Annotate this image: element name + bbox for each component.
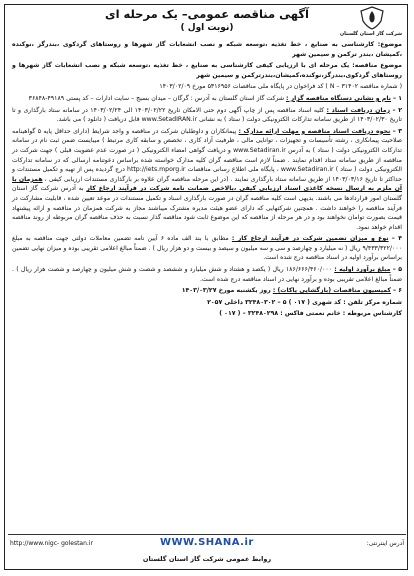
footer-divider [8,534,406,535]
shana-link[interactable]: WWW.SHANA.ir [160,537,254,548]
contact-person-text: کارشناس مربوطه : خانم نعمتی فاکس : ۳۲۴۸۰۲۹۸ – ( ۰۱۷ ) [219,310,402,318]
item-2-heading: زمان دریافت اسناد : [326,106,391,114]
item-4 [12,234,402,263]
public-relations-signature: روابط عمومی شرکت گاز استان گلستان [142,555,272,563]
item-4-body: مطابق با بند الف ماده ۶ آیین نامه تضمین معاملات دولتی جهت مناقصه به مبلغ ۹/۴۳۳/۳۲۲/۰۰۰ ریال ( نه میلیارد و چهارصد و سی و سه میلیون و سیصد و بیست و دو هزار ریال ) . ضمناً مبالغ اعلامی تقریبی بوده و میزان نهایی تضمین براساس برآورد اولیه در اسناد مناقصه درج شده است. [12,235,402,262]
subject-label: موضوع: [377,41,402,48]
footer-website-label: آدرس اینترنتی: [366,540,404,547]
item-3-tail: به آدرس شرکت گاز استان گلستان امور قراردادها می باشند. بدیهی است کلیه مناقصه گران در صورت بارگذاری اسناد و تکمیل مستندات در موعد تعیین شده ، قابلیت مشارکت در فرآیند مناقصه را خواهند داشت . همچنین شرکتهایی که دارای عضو هیئت مدیره مشترک میباشند مجاز به شرکت همزمان در مناقصه و ارائه پیشنهاد قیمت بصورت توامان نخواهند بود و در هر مرحله از مناقصه که این موضوع ثابت شود مناقصه گذار نسبت به حذف مناقصه گران مربوطه از روند مناقصه اقدام خواهد نمود. [12,185,402,231]
item-1 [12,94,402,104]
subject-text: کارشناسی به صنایع ، خط تغذیه ،توسعه شبکه و نصب انشعابات گاز شهرها و روستاهای گردکوی ،بندرگز ،نوکنده ،کمیشان ،بندر ترکمن و سیمین شهر [12,41,402,58]
item-2 [12,106,402,125]
item-6-num: ۶ – [392,287,402,295]
contact-phone [12,298,402,308]
subject2-text: یک مرحله ای با ارزیابی کیفی کارشناسی به صنایع ، خط تغذیه ،توسعه شبکه و نصب انشعابات گاز شهرها و روستاهای گردکوی،بندرگز،نوکنده،کمیشان،بندرترکمن و سیمین شهر [12,62,402,79]
item-6-body: روز یکشنبه مورخ ۱۴۰۳/۰۳/۲۷ [181,287,273,295]
tender-number [12,82,402,92]
item-5-heading: مبلغ برآورد اولیه : [334,266,391,274]
item-5-num: ۵ – [392,266,403,274]
notice-title: آگهی مناقصه عمومی– یک مرحله ای [105,7,309,21]
subject2-label: موضوع مناقصه: [352,62,402,70]
contact-phone-text: شماره مرکز تلفن : کد شهری ( ۰۱۷ ) ۵ – ۳۲۴۸۰۳۰۲ داخلی ۲۰۵۷ [207,298,402,306]
contact-person [12,309,402,319]
subject-paragraph [12,40,402,59]
item-3-emphasis: همزمان با آن ملزم به ارسال نسخه کاغذی اسناد ارزیابی کیفی ،بالاخص ضمانت نامه شرکت در فرآیند ارجاع کار [12,175,402,193]
item-3-body: پیمانکاران و داوطلبان شرکت در مناقصه و واجد شرایط (دارای حداقل پایه ۵ گواهینامه صلاحیت پیمانکاری ، رشته تأسیسات و تجهیزات ، توانایی مالی ، ظرفیت آزاد کاری ، تخصص و سابقه کاری مرتبط ) میبایست ضمن ثبت نام در سامانه تدارکات الکترونیکی دولت ( ستاد ) به آدرس www.Setadiran.ir و دریافت گواهی امضاء الکترونیکی ( در صورت عدم عضویت قبلی ) جهت شرکت در مناقصه از طریق سامانه ستاد اقدام نمایند . ضمناً لازم است مناقصه گران کلیه مدارک خواسته شده براساس دعوتنامه ارسالی که در سامانه تدارکات الکترونیکی دولت ( ستاد ) www.Setadiran.ir ، پایگاه ملی اطلاع رسانی مناقصات http://iets.mporg.ir درج گردیده پس از تهیه و تکمیل مستندات و حداکثر تا تاریخ ۱۴۰۳/۰۳/۱۶ از طریق سامانه ستاد بارگذاری نمایند . (در این مرحله مناقصه گران علاوه بر بارگذاری مستندات ارزیابی کیفی ، [12,127,403,183]
item-1-num: ۱ – [392,94,402,102]
item-5 [12,265,402,284]
item-1-heading: نام و نشانی دستگاه مناقصه گزار : [285,94,391,102]
item-3-num: ۳ – [392,127,403,135]
subject2-paragraph [12,61,402,80]
item-5-body: ۱۸۶/۶۶۶/۴۶۰/۰۰۰ ریال ( یکصد و هشتاد و شش میلیارد و ششصد و شصت و شش میلیون و چهارصد و شصت هزار ریال ) . ضمناً مبالغ اعلامی تقریبی بوده و برآورد نهایی در اسناد مناقصه درج شده است. [12,266,402,283]
item-2-body: کلیه اسناد مناقصه پس از چاپ آگهی دوم حتی الامکان تاریخ ۱۴۰۳/۰۲/۲۲ الی ۱۴۰۳/۰۲/۲۴ در سامانه ستاد بارگذاری و تا تاریخ ۱۴۰۳/۰۲/۳۰ از طریق سامانه تدارکات الکترونیکی دولت ( ستاد ) به نشانی www.SetadIRAN.ir قابل دریافت ( دانلود ) می باشد. [12,106,402,124]
company-website-link[interactable]: http://www.nigc- golestan.ir [10,540,93,547]
shield-emblem-icon [359,6,385,30]
notice-footer [10,538,404,552]
item-1-body: شرکت گاز استان گلستان به آدرس : گرگان – میدان بسیج – سایت ادارات – کد پستی ۴۹۱۸۹-۳۶۸۴۸ [28,94,286,102]
item-3-heading: نحوه دریافت اسناد مناقصه و مهلت ارائه مدارک : [238,127,391,135]
notice-round: (نوبت اول ) [180,23,234,33]
title-block [78,6,336,35]
item-2-num: ۲ – [392,106,403,114]
logo-caption: شرکت گاز استان گلستان [339,31,402,37]
tender-number-text: ( شماره مناقصه N – ۳۱۴۰۲ ) کد فراخوان در پایگاه ملی مناقصات ۵۳۱۶۹۵۶ مورخ ۱۴۰۳/۰۲/۰۹ [159,83,402,91]
item-6 [12,286,402,296]
item-6-heading: کمیسیون مناقصات (بازگشایی پاکات) : [272,287,391,295]
item-4-num: ۴ – [391,235,402,243]
notice-body [12,40,402,321]
company-logo [339,6,402,37]
item-3 [12,127,402,233]
item-4-heading: نوع و میزان تضمین شرکت در فرآیند ارجاع کار : [231,235,389,243]
